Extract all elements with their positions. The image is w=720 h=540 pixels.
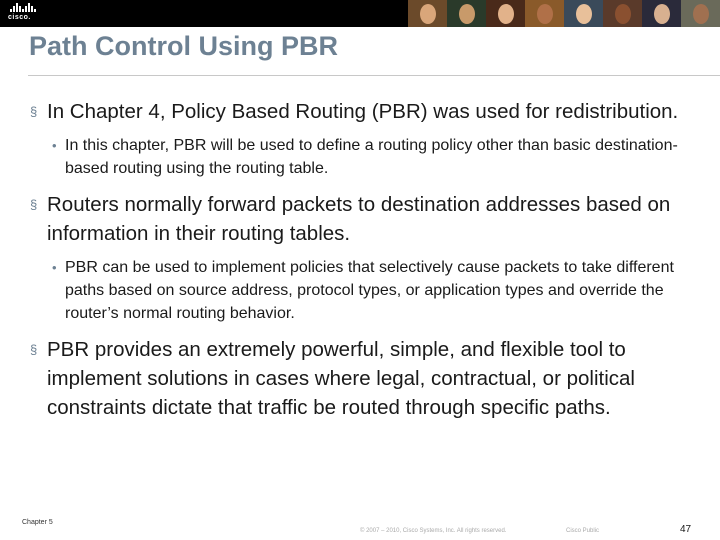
logo-text: cisco. <box>8 14 31 21</box>
person-face-icon <box>498 4 514 24</box>
cisco-bridge-logo-icon <box>8 3 44 24</box>
bullet-level2 <box>28 256 698 325</box>
dot-bullet-icon: • <box>52 138 57 153</box>
square-bullet-icon: § <box>30 197 38 212</box>
bullet-level2 <box>28 134 698 180</box>
header-photo-strip <box>408 0 720 27</box>
person-face-icon <box>459 4 475 24</box>
header-photo <box>525 0 564 27</box>
bullet-text: PBR provides an extremely powerful, simple, and flexible tool to implement solutions in cases where legal, contractual, or political constraints dictate that traffic be routed through specific paths. <box>47 338 635 419</box>
person-face-icon <box>420 4 436 24</box>
header-photo <box>447 0 486 27</box>
slide-body <box>28 97 698 422</box>
bullet-level1 <box>28 97 698 126</box>
title-divider <box>28 75 720 76</box>
logo-bars <box>10 3 44 12</box>
bullet-level1 <box>28 335 698 422</box>
dot-bullet-icon: • <box>52 260 57 275</box>
header-photo <box>486 0 525 27</box>
header-photo <box>603 0 642 27</box>
person-face-icon <box>654 4 670 24</box>
sub-bullet-text: In this chapter, PBR will be used to define a routing policy other than basic destination-based routing using the routing table. <box>65 137 678 177</box>
footer-classification: Cisco Public <box>566 528 600 534</box>
header-bar <box>0 0 720 27</box>
square-bullet-icon: § <box>30 104 38 119</box>
person-face-icon <box>537 4 553 24</box>
footer-copyright: © 2007 – 2010, Cisco Systems, Inc. All rights reserved. <box>360 528 507 534</box>
square-bullet-icon: § <box>30 342 38 357</box>
bullet-text: Routers normally forward packets to destination addresses based on information in their routing tables. <box>47 193 671 245</box>
person-face-icon <box>615 4 631 24</box>
header-photo <box>564 0 603 27</box>
person-face-icon <box>576 4 592 24</box>
footer-chapter: Chapter 5 <box>22 519 53 526</box>
header-photo <box>681 0 720 27</box>
header-photo <box>642 0 681 27</box>
person-face-icon <box>693 4 709 24</box>
bullet-level1 <box>28 190 698 248</box>
sub-bullet-text: PBR can be used to implement policies that selectively cause packets to take different paths based on source address, protocol types, or application types and override the router’s normal routing behavior. <box>65 259 674 322</box>
bullet-text: In Chapter 4, Policy Based Routing (PBR) was used for redistribution. <box>47 100 679 123</box>
header-photo <box>408 0 447 27</box>
page-number: 47 <box>680 524 692 535</box>
slide-title: Path Control Using PBR <box>29 31 338 61</box>
